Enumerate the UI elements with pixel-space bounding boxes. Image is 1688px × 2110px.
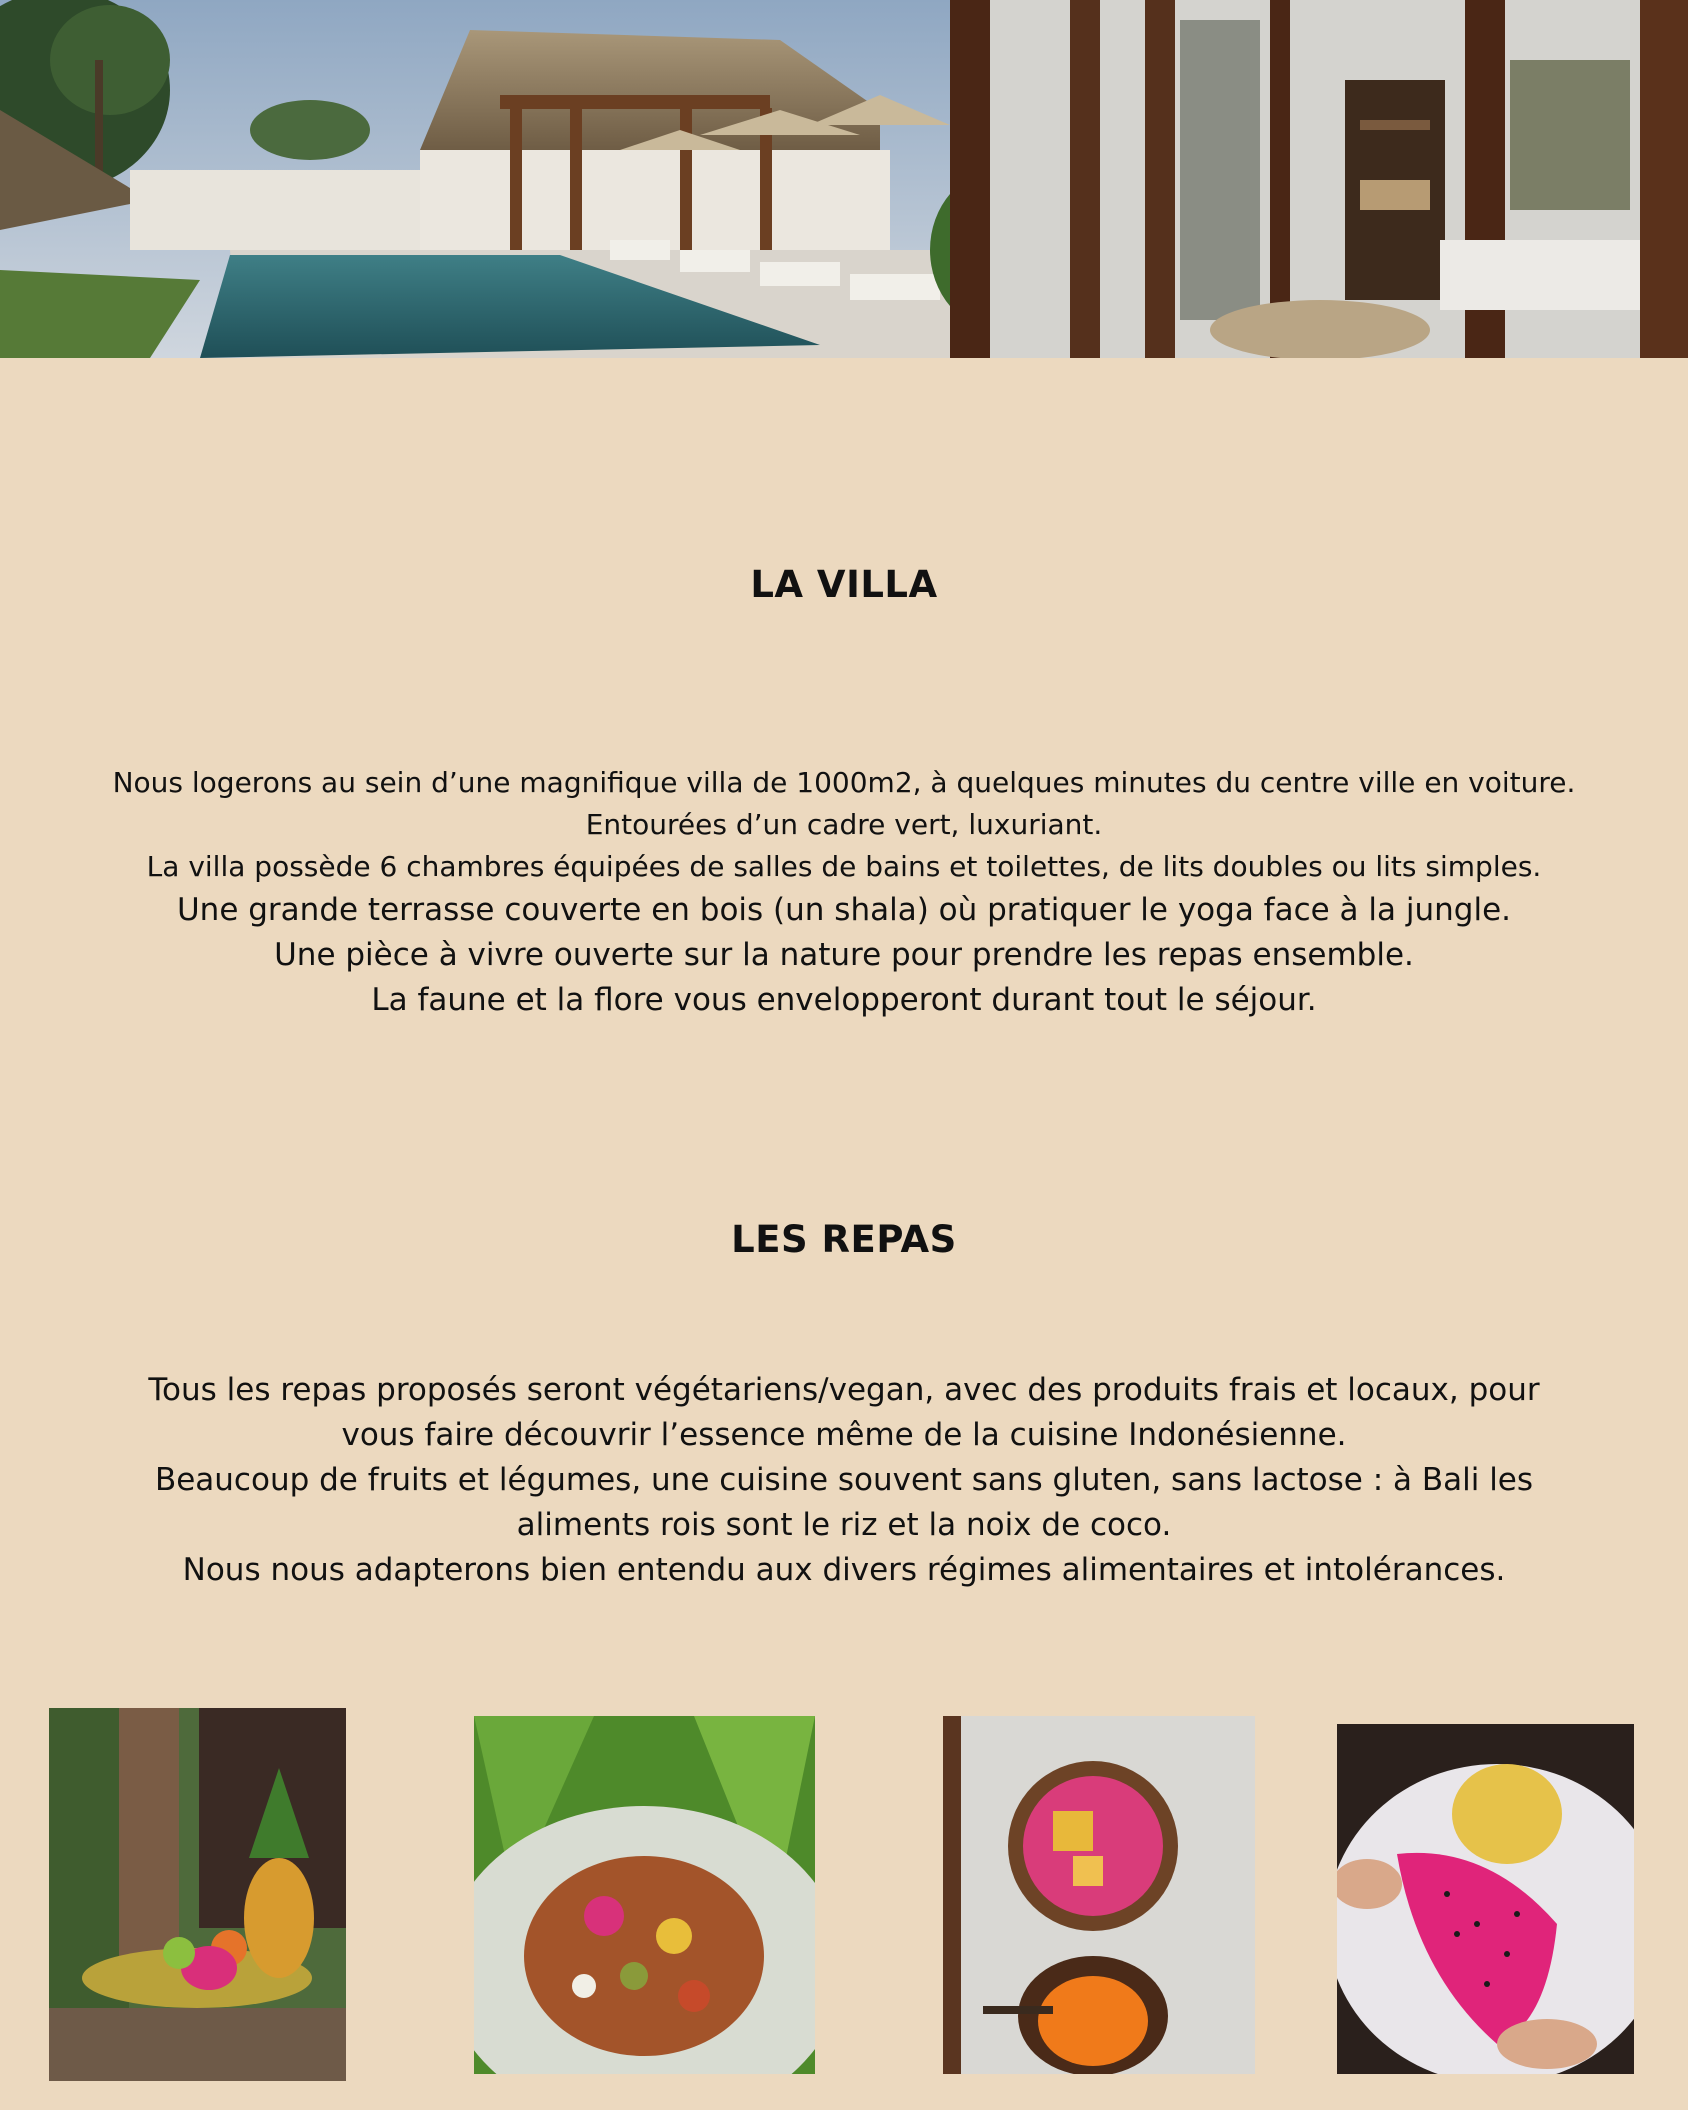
repas-description bbox=[110, 1368, 1578, 1593]
photo-smoothie-bowl bbox=[943, 1716, 1255, 2074]
photo-dragon-fruit bbox=[1337, 1724, 1634, 2074]
repas-line-2: Beaucoup de fruits et légumes, une cuisine souvent sans gluten, sans lactose : à Bali les aliments rois sont le riz et la noix de coco. bbox=[154, 1462, 1534, 1543]
villa-line-1: Nous logerons au sein d’une magnifique villa de 1000m2, à quelques minutes du centre ville en voiture. bbox=[112, 766, 1576, 799]
villa-description bbox=[110, 762, 1578, 1023]
villa-line-5: Une pièce à vivre ouverte sur la nature pour prendre les repas ensemble. bbox=[274, 937, 1414, 973]
villa-line-6: La faune et la flore vous envelopperont durant tout le séjour. bbox=[371, 982, 1317, 1018]
villa-line-4: Une grande terrasse couverte en bois (un shala) où pratiquer le yoga face à la jungle. bbox=[176, 892, 1511, 928]
villa-title: LA VILLA bbox=[750, 563, 938, 606]
photo-food-plate bbox=[474, 1716, 815, 2074]
villa-line-3: La villa possède 6 chambres équipées de salles de bains et toilettes, de lits doubles ou lits simples. bbox=[146, 850, 1542, 883]
hero-villa-pool-photo bbox=[0, 0, 1688, 358]
photo-fruit-basket bbox=[49, 1708, 346, 2081]
repas-line-3: Nous nous adapterons bien entendu aux divers régimes alimentaires et intolérances. bbox=[182, 1552, 1506, 1588]
villa-line-2: Entourées d’un cadre vert, luxuriant. bbox=[585, 808, 1103, 841]
repas-title: LES REPAS bbox=[731, 1218, 957, 1261]
repas-line-1: Tous les repas proposés seront végétariens/vegan, avec des produits frais et locaux, pour vous faire découvrir l’essence même de la cuisine Indonésienne. bbox=[148, 1372, 1540, 1453]
